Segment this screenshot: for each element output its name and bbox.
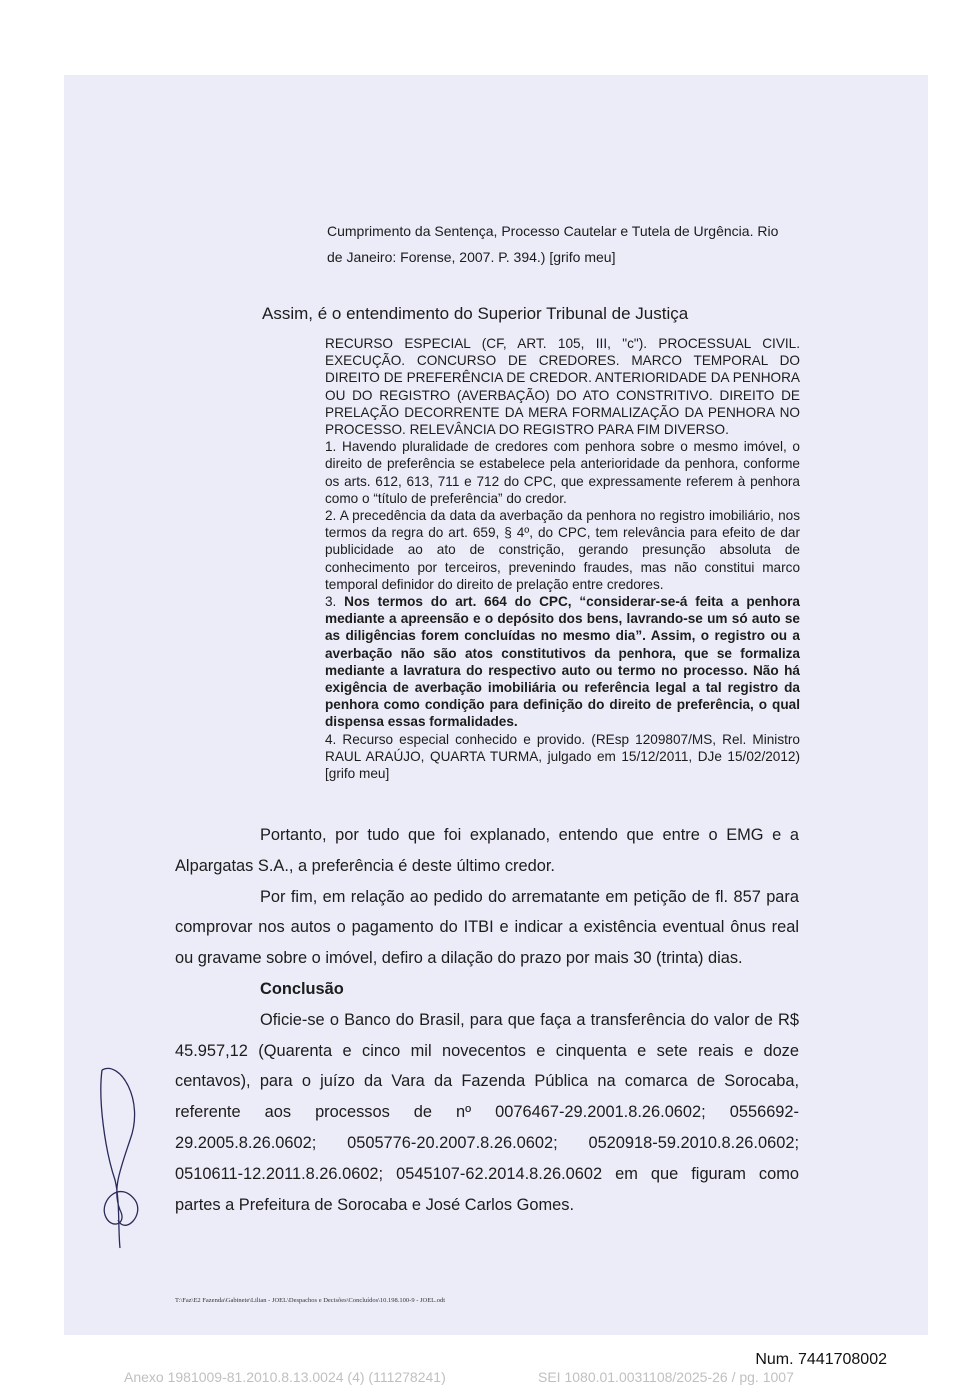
file-path-footer: T:\Faz\E2 Fazenda\Gabinete\Lilian - JOEL\Despachos e Decisões\Concluídos\10.198.100-9 - JOEL.odt (175, 1297, 446, 1304)
lead-in-sentence: Assim, é o entendimento do Superior Tribunal de Justiça (262, 304, 689, 323)
conclusion-heading: Conclusão (260, 979, 344, 998)
signature-icon (90, 1060, 160, 1250)
ementa-item-4: 4. Recurso especial conhecido e provido. (REsp 1209807/MS, Rel. Ministro RAUL ARAÚJO, QUARTA TURMA, julgado em 15/12/2011, DJe 15/02/2012) [grifo meu] (325, 731, 800, 782)
ementa-item-3 (325, 593, 800, 731)
paragraph-preference: Portanto, por tudo que foi explanado, entendo que entre o EMG e a Alpargatas S.A., a preferência é deste último credor. (175, 826, 799, 875)
paragraph-transfer-order: Oficie-se o Banco do Brasil, para que faça a transferência do valor de R$ 45.957,12 (Quarenta e cinco mil novecentos e cinquenta e sete reais e doze centavos), para o juízo da Vara da Fazenda Pública na comarca de Sorocaba, referente aos processos de nº 0076467-29.2001.8.26.0602; 0556692-29.2005.8.26.0602; 0505776-20.2007.8.26.0602; 0520918-59.2010.8.26.0602; 0510611-12.2011.8.26.0602; 0545107-62.2014.8.26.0602 em que figuram como partes a Prefeitura de Sorocaba e José Carlos Gomes. (175, 1010, 799, 1214)
ementa-item-3-number: 3. (325, 594, 345, 610)
ementa-block (325, 335, 800, 782)
paragraph-itbi: Por fim, em relação ao pedido do arrematante em petição de fl. 857 para comprovar nos autos o pagamento do ITBI e indicar a existência eventual ônus real ou gravame sobre o imóvel, defiro a dilação do prazo por mais 30 (trinta) dias. (175, 887, 799, 968)
ementa-header: RECURSO ESPECIAL (CF, ART. 105, III, "c"). PROCESSUAL CIVIL. EXECUÇÃO. CONCURSO DE CREDORES. MARCO TEMPORAL DO DIREITO DE PREFERÊNCIA DE CREDOR. ANTERIORIDADE DA PENHORA OU DO REGISTRO (AVERBAÇÃO) DO ATO CONSTRITIVO. DIREITO DE PRELAÇÃO DECORRENTE DA MERA FORMALIZAÇÃO DA PENHORA NO PROCESSO. RELEVÂNCIA DO REGISTRO PARA FIM DIVERSO. (325, 336, 800, 438)
document-number: Num. 7441708002 (755, 1351, 887, 1368)
quote-tail-line1: Cumprimento da Sentença, Processo Cautelar e Tutela de Urgência. Rio (327, 223, 779, 239)
anexo-watermark: Anexo 1981009-81.2010.8.13.0024 (4) (111278241) (124, 1369, 446, 1385)
body-paragraphs (175, 820, 799, 1220)
ementa-item-1: 1. Havendo pluralidade de credores com penhora sobre o mesmo imóvel, o direito de preferência se estabelece pela anterioridade da penhora, conforme os arts. 612, 613, 711 e 712 do CPC, que expressamente referem à penhora como o “título de preferência” do credor. (325, 439, 800, 506)
ementa-item-2: 2. A precedência da data da averbação da penhora no registro imobiliário, nos termos da regra do art. 659, § 4º, do CPC, tem relevância para efeito de dar publicidade ao ato de constrição, gerando presunção absoluta de conhecimento por terceiros, prevenindo fraudes, mas não constitui marco temporal definidor do direito de prelação entre credores. (325, 508, 800, 592)
sei-watermark: SEI 1080.01.0031108/2025-26 / pg. 1007 (538, 1369, 794, 1385)
ementa-item-3-bold: Nos termos do art. 664 do CPC, “considerar-se-á feita a penhora mediante a apreensão e o depósito dos bens, lavrando-se um só auto se as diligências forem concluídas no mesmo dia”. Assim, o registro ou a averbação não são atos constitutivos da penhora, que se formaliza mediante a lavratura do respectivo auto ou termo no processo. Não há exigência de averbação imobiliária ou referência legal a tal registro da penhora como condição para definição do direito de preferência, o qual dispensa essas formalidades. (325, 594, 800, 730)
quote-tail-line2: de Janeiro: Forense, 2007. P. 394.) [grifo meu] (327, 249, 616, 265)
